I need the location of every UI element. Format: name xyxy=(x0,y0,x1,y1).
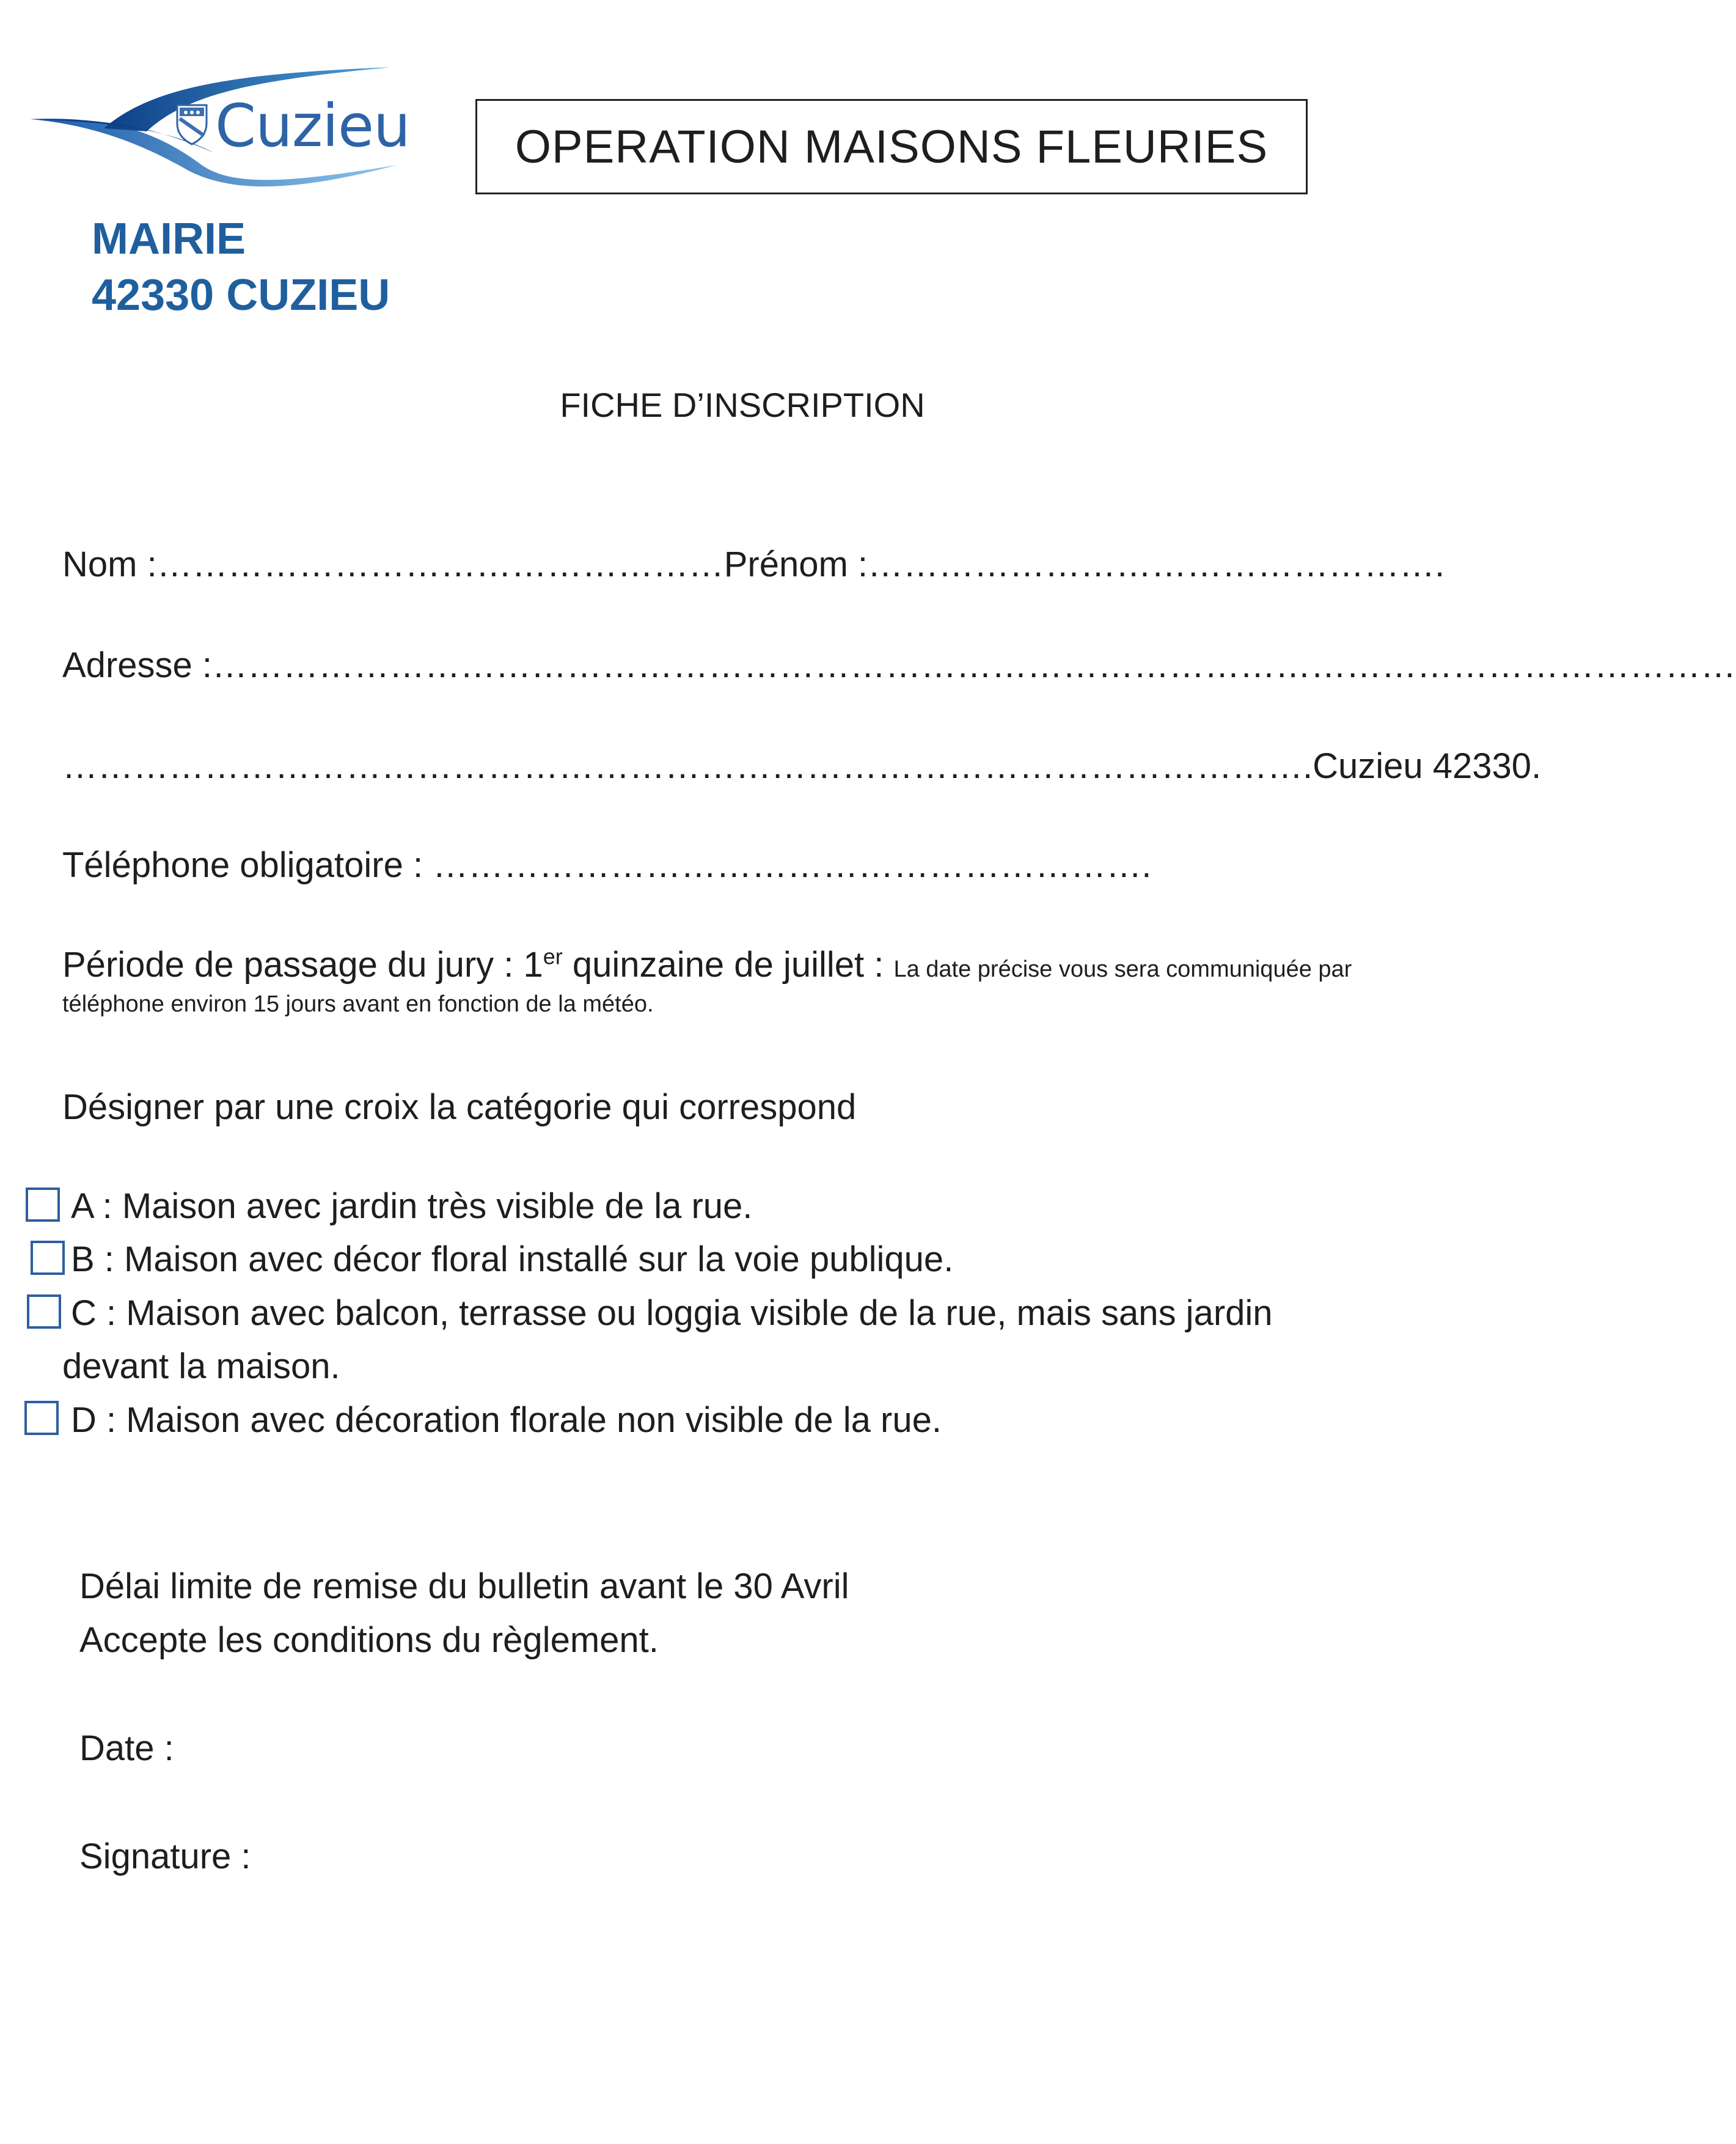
option-d-label: D : Maison avec décoration florale non visible de la rue. xyxy=(71,1400,942,1440)
checkbox-option-c[interactable] xyxy=(27,1294,61,1329)
periode-rest: quinzaine de juillet : xyxy=(562,945,894,985)
logo-text: Cuzieu xyxy=(215,92,410,160)
prenom-field[interactable]: …………………………………………. xyxy=(868,545,1445,584)
checkbox-option-a[interactable] xyxy=(26,1188,60,1222)
periode-note-2: téléphone environ 15 jours avant en fonction de la météo. xyxy=(62,991,654,1017)
nom-label: Nom : xyxy=(62,545,157,584)
telephone-row xyxy=(62,845,1151,886)
mairie-postal: 42330 CUZIEU xyxy=(92,271,390,320)
periode-row xyxy=(62,944,1352,985)
adresse-row-2 xyxy=(62,746,1541,787)
adresse-label: Adresse : xyxy=(62,645,212,685)
signature-label: Signature : xyxy=(79,1837,251,1876)
commune-text: Cuzieu 42330. xyxy=(1313,746,1542,786)
option-c-label-line2: devant la maison. xyxy=(62,1346,340,1386)
nom-prenom-row xyxy=(62,544,1445,585)
checkbox-option-b[interactable] xyxy=(31,1241,65,1275)
option-a-label: A : Maison avec jardin très visible de la rue. xyxy=(71,1186,753,1226)
adresse-field[interactable]: ………………………………………………………………………………………………………………… xyxy=(212,645,1736,685)
adresse-row xyxy=(62,645,1736,686)
form-subtitle: FICHE D’INSCRIPTION xyxy=(560,386,925,424)
category-instruction: Désigner par une croix la catégorie qui correspond xyxy=(62,1087,857,1127)
option-b-label: B : Maison avec décor floral installé sur la voie publique. xyxy=(71,1239,954,1279)
date-label: Date : xyxy=(79,1728,174,1768)
nom-field[interactable]: ………………………………………… xyxy=(156,545,724,584)
periode-note-1: La date précise vous sera communiquée par xyxy=(893,956,1352,982)
signature-area[interactable] xyxy=(275,1830,1008,1928)
prenom-label: Prénom : xyxy=(723,545,868,584)
mairie-block xyxy=(92,211,390,323)
date-field[interactable] xyxy=(275,1724,1008,1772)
periode-label: Période de passage du jury : 1 xyxy=(62,945,543,985)
page-title: OPERATION MAISONS FLEURIES xyxy=(475,99,1308,194)
periode-sup: er xyxy=(543,944,563,969)
accept-text: Accepte les conditions du règlement. xyxy=(79,1620,659,1660)
mairie-label: MAIRIE xyxy=(92,215,246,263)
telephone-label: Téléphone obligatoire : xyxy=(62,845,423,885)
telephone-field[interactable]: ……………………………………………………. xyxy=(433,845,1152,885)
option-c-label: C : Maison avec balcon, terrasse ou loggia visible de la rue, mais sans jardin xyxy=(71,1293,1273,1333)
checkbox-option-d[interactable] xyxy=(24,1401,59,1435)
adresse-field-2[interactable]: ……………………………………………………………………………………………. xyxy=(62,746,1313,786)
deadline-text: Délai limite de remise du bulletin avant le 30 Avril xyxy=(79,1566,849,1606)
